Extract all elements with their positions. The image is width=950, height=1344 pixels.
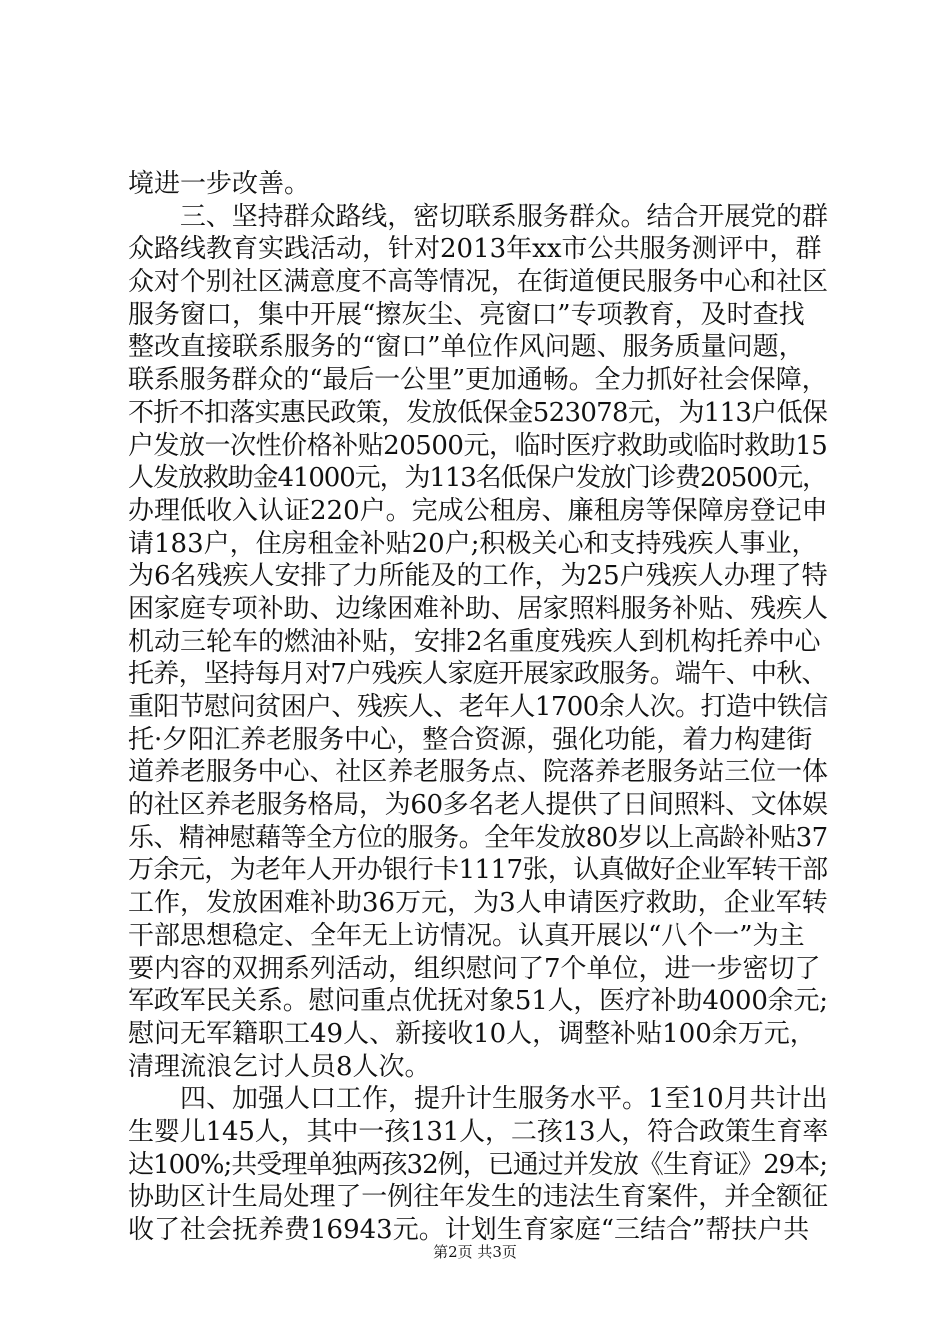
text-line: 达100%;共受理单独两孩32例，已通过并发放《生育证》29本; [128, 1149, 828, 1180]
text-line: 托养，坚持每月对7户残疾人家庭开展家政服务。端午、中秋、 [128, 659, 827, 690]
text-line: 办理低收入认证220户。完成公租房、廉租房等保障房登记申 [128, 495, 828, 526]
text-line: 众路线教育实践活动，针对2013年xx市公共服务测评中，群 [128, 234, 822, 265]
text-line: 慰问无军籍职工49人、新接收10人，调整补贴100余万元， [128, 1018, 816, 1049]
text-line: 整改直接联系服务的“窗口”单位作风问题、服务质量问题， [128, 332, 805, 363]
text-line: 收了社会抚养费16943元。计划生育家庭“三结合”帮扶户共 [128, 1215, 810, 1245]
text-line: 托·夕阳汇养老服务中心，整合资源，强化功能，着力构建街 [128, 724, 813, 755]
text-line: 乐、精神慰藉等全方位的服务。全年发放80岁以上高龄补贴37 [128, 822, 828, 853]
text-line: 境进一步改善。 [128, 169, 311, 199]
text-line: 万余元，为老年人开办银行卡1117张，认真做好企业军转干部 [128, 855, 828, 886]
text-line: 工作，发放困难补助36万元，为3人申请医疗救助，企业军转 [128, 888, 828, 919]
text-line: 户发放一次性价格补贴20500元，临时医疗救助或临时救助15 [128, 430, 828, 461]
text-line: 要内容的双拥系列活动，组织慰问了7个单位，进一步密切了 [128, 953, 821, 984]
text-line: 三、坚持群众路线，密切联系服务群众。结合开展党的群 [128, 201, 828, 232]
text-line: 为6名残疾人安排了力所能及的工作，为25户残疾人办理了特 [128, 561, 828, 592]
text-line: 不折不扣落实惠民政策，发放低保金523078元，为113户低保 [128, 397, 828, 428]
text-line: 的社区养老服务格局，为60多名老人提供了日间照料、文体娱 [128, 790, 828, 821]
text-line: 人发放救助金41000元，为113名低保户发放门诊费20500元， [128, 463, 827, 494]
text-line: 道养老服务中心、社区养老服务点、院落养老服务站三位一体 [128, 757, 828, 788]
text-line: 清理流浪乞讨人员8人次。 [128, 1051, 431, 1082]
text-line: 众对个别社区满意度不高等情况，在街道便民服务中心和社区 [128, 267, 828, 298]
text-line: 困家庭专项补助、边缘困难补助、居家照料服务补贴、残疾人 [128, 593, 828, 624]
text-line: 请183户，住房租金补贴20户;积极关心和支持残疾人事业， [128, 528, 818, 559]
text-line: 四、加强人口工作，提升计生服务水平。1至10月共计出 [128, 1084, 828, 1115]
text-line: 干部思想稳定、全年无上访情况。认真开展以“八个一”为主 [128, 920, 805, 951]
text-line: 军政军民关系。慰问重点优抚对象51人，医疗补助4000余元; [128, 986, 828, 1017]
page-footer: 第2页 共3页 [433, 1243, 517, 1261]
text-line: 服务窗口，集中开展“擦灰尘、亮窗口”专项教育，及时查找 [128, 299, 805, 330]
document-body [128, 168, 828, 1247]
text-line: 机动三轮车的燃油补贴，安排2名重度残疾人到机构托养中心 [128, 626, 821, 657]
text-line: 联系服务群众的“最后一公里”更加通畅。全力抓好社会保障， [128, 365, 828, 396]
text-line: 协助区计生局处理了一例往年发生的违法生育案件，并全额征 [128, 1182, 828, 1213]
text-line: 生婴儿145人，其中一孩131人，二孩13人，符合政策生育率 [128, 1116, 828, 1147]
text-line: 重阳节慰问贫困户、残疾人、老年人1700余人次。打造中铁信 [128, 692, 828, 722]
